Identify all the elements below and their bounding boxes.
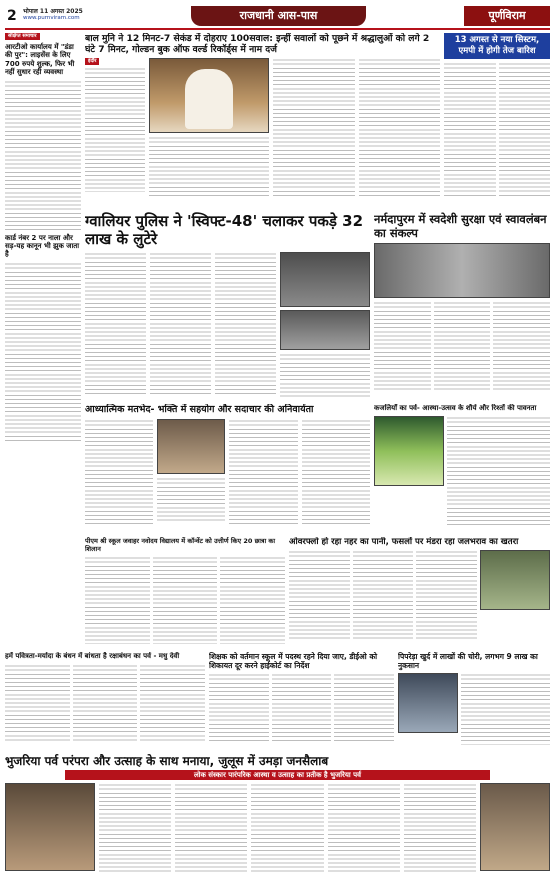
kajliyan-headline: कजलियाँ का पर्व- आस्था-उत्सव के शौर्य और रिश्तों की पावनता: [374, 404, 537, 412]
gwalior-photo-2: [280, 310, 370, 350]
top-story-photo-col: [149, 58, 269, 198]
website-link[interactable]: www.purnviram.com: [23, 15, 80, 21]
gwalior-photo-1: [280, 252, 370, 307]
university-story: [85, 537, 285, 647]
news-brief-tag: संक्षिप्त समाचार: [5, 33, 40, 40]
theft-story: [398, 652, 550, 750]
bottom-photo-1: [5, 783, 95, 871]
brief-headline-2: कार्ड नंबर 2 पर नाला और सड़-यह कानून भी झुक जाता है: [5, 233, 80, 259]
gwalior-story: [85, 212, 370, 400]
flood-headline: ओवरफ्लो हो रहा नहर का पानी, फसलों पर मंडरा रहा जलभराव का खतरा: [289, 537, 519, 547]
section-title: राजधानी आस-पास: [191, 6, 366, 26]
teacher-story: [209, 652, 394, 750]
spiritual-photo: [157, 419, 225, 474]
top-story-col-1: [85, 58, 145, 198]
brief-body-1: [5, 80, 81, 230]
brief-body-2: [5, 262, 81, 442]
brand-logo: पूर्णविराम: [464, 6, 550, 26]
bottom-subhead: लोक संस्कार पारंपरिक आस्था व उत्साह का प्रतीक है भुजरिया पर्व: [65, 770, 490, 780]
top-story-col-4: [359, 58, 441, 198]
spiritual-headline: आध्यात्मिक मतभेद- भक्ति में सहयोग और सदाचार की अनिवार्यता: [85, 404, 314, 415]
top-story-photo: [149, 58, 269, 133]
theft-photo: [398, 673, 458, 733]
dateline: भोपाल 11 अगस्त 2025: [23, 8, 83, 15]
narmadapuram-story: [374, 212, 550, 400]
kajliyan-story: [374, 404, 550, 534]
theft-headline: पिपरेड़ा खुर्द में लाखों की चोरी, लगभग 9 लाख का नुकसान: [398, 652, 538, 670]
university-headline: पीएम श्री स्कूल जवाहर नवोदय विद्यालय में कॉन्वेंट को उत्तीर्ण किए 20 छात्रा का शिलान: [85, 537, 276, 553]
bottom-photo-2: [480, 783, 550, 871]
kajliyan-photo: [374, 416, 444, 486]
rakhi-headline: हमें पवित्रता-मर्यादा के बंधन में बांधता है रक्षाबंधन का पर्व - मधु देवी: [5, 652, 180, 660]
gwalior-headline: ग्वालियर पुलिस ने 'स्विफ्ट-48' चलाकर पकड़े 32 लाख के लुटेरे: [85, 212, 364, 248]
bottom-story: [5, 754, 550, 878]
teacher-headline: शिक्षक को वर्तमान स्कूल में पदस्थ रहने दिया जाए, डीईओ को शिकायत दूर करने हाईकोर्ट का निर्देश: [209, 652, 378, 670]
brief-headline-1: आरटीओ कार्यालय में "डंडा की पुर": लाइसेंस के लिए 700 रुपये शुल्क, फिर भी नहीं सुधार रही व्यवस्था: [5, 43, 75, 77]
flood-photo: [480, 550, 550, 610]
page-number: 2: [7, 8, 17, 24]
spiritual-story: [85, 404, 370, 534]
right-top-story: [444, 33, 550, 209]
bottom-headline: भुजरिया पर्व परंपरा और उत्साह के साथ मनाया, जुलूस में उमड़ा जनसैलाब: [5, 754, 329, 768]
narmadapuram-photo: [374, 243, 550, 298]
top-story: [85, 33, 440, 209]
rakhi-story: [5, 652, 205, 750]
narmadapuram-headline: नर्मदापुरम में स्वदेशी सुरक्षा एवं स्वावलंबन का संकल्प: [374, 212, 547, 240]
right-top-headline: 13 अगस्त से नया सिस्टम, एमपी में होगी तेज बारिश: [444, 33, 550, 59]
left-column: [5, 33, 81, 473]
dateline-tag: इंदौर: [85, 58, 99, 65]
flood-story: [289, 537, 550, 647]
masthead: [5, 4, 550, 30]
top-story-col-3: [273, 58, 355, 198]
top-story-headline: बाल मुनि ने 12 मिनट-7 सेकंड में दोहराए 100सवाल: इन्हीं सवालों को पूछने में श्रद्धालुओं को लगे 2 घंटे 7 मिनट, गोल्डन बुक ऑफ वर्ल्ड रिकॉर्ड्स में नाम दर्ज: [85, 33, 430, 55]
